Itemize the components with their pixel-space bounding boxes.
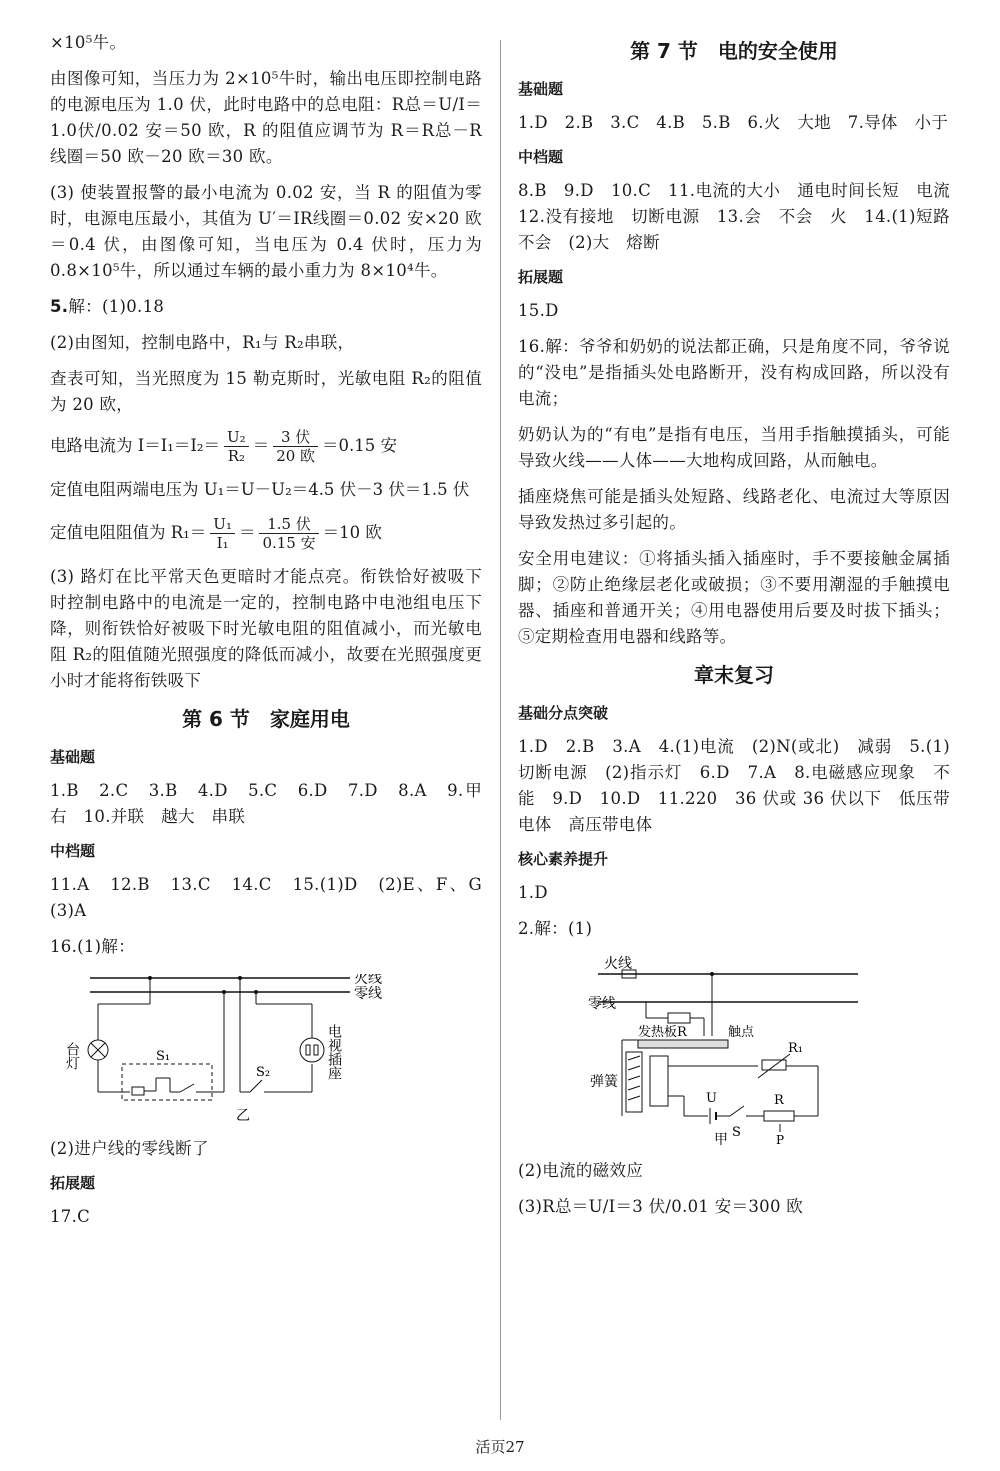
r1-label: R₁ (788, 1041, 803, 1056)
question-17: 17.C (50, 1207, 91, 1226)
left-column (50, 30, 499, 1240)
equation-voltage: 定值电阻两端电压为 U₁＝U－U₂＝4.5 伏－3 伏＝1.5 伏 (50, 480, 470, 499)
core-question-2-label: 2.解：(1) (518, 919, 593, 938)
electromagnet (650, 1056, 668, 1106)
answers-basic: 1.D 2.B 3.C 4.B 5.B 6.火 大地 7.导体 小于 (518, 113, 949, 132)
thermostat-circuit-diagram (518, 956, 938, 1146)
armature (638, 1040, 728, 1048)
s2-label: S₂ (256, 1065, 271, 1080)
question-16-label: 16.(1)解： (50, 937, 136, 956)
section-title-7: 第 7 节 电的安全使用 (630, 39, 838, 63)
question-5-part-3: (3) 路灯在比平常天色更暗时才能点亮。衔铁恰好被吸下时控制电路中的电流是一定的，控制电路中电池组电压下降，则衔铁恰好被吸下时光敏电阻的阻值减小，而光敏电阻 R₂的阻值随光照强度的降低而减小，故要在光照强度更小时才能将衔铁吸下 (50, 567, 482, 690)
continuation-line: ×10⁵牛。 (50, 33, 127, 52)
column-divider (500, 40, 501, 1420)
socket-icon (300, 1038, 324, 1062)
u-label: U (706, 1091, 717, 1106)
diagram-caption: 甲 (714, 1132, 728, 1146)
heading-intermediate: 中档题 (50, 842, 96, 860)
heading-points: 基础分点突破 (518, 704, 609, 722)
heater-resistor (668, 1013, 690, 1023)
fire-line-label: 火线 (354, 974, 382, 987)
zero-line-label: 零线 (354, 986, 382, 1002)
section-title-6: 第 6 节 家庭用电 (182, 707, 350, 731)
heading-extension: 拓展题 (50, 1174, 96, 1192)
question-16-cause: 插座烧焦可能是插头处短路、线路老化、电流过大等原因导致发热过多引起的。 (518, 487, 950, 532)
heading-extension: 拓展题 (518, 268, 564, 286)
question-5-table-lookup: 查表可知，当光照度为 15 勒克斯时，光敏电阻 R₂的阻值为 20 欧， (50, 369, 482, 414)
answer-paragraph: (3) 使装置报警的最小电流为 0.02 安，当 R 的阻值为零时，电源电压最小，其值为 U′＝IR线圈＝0.02 安×20 欧＝0.4 伏，由图像可知，当电压为 0.4 伏时，压力为 0.8×10⁵牛，所以通过车辆的最小重力为 8×10⁴牛。 (50, 183, 482, 280)
equation-resistance: 定值电阻阻值为 R₁＝ $\frac{\text{U₁}}{\text{I₁}}$ ＝ $\frac{\text{1.5 伏}}{\text{0.15 安}}$ ＝10 欧 (50, 515, 382, 552)
right-column (518, 30, 967, 1230)
rheostat-r1 (762, 1060, 786, 1070)
question-16-advice: 安全用电建议：①将插头插入插座时，手不要接触金属插脚；②防止绝缘层老化或破损；③不要用潮湿的手触摸电器、插座和普通开关；④用电器使用后要及时拔下插头；⑤定期检查用电器和线路等。 (518, 549, 950, 646)
resistor-r (764, 1111, 794, 1121)
heading-basic: 基础题 (518, 80, 564, 98)
r-label: R (774, 1093, 784, 1108)
section-title-review: 章末复习 (694, 663, 774, 687)
question-5-part-2: (2)由图知，控制电路中，R₁与 R₂串联， (50, 333, 355, 352)
answers-points: 1.D 2.B 3.A 4.(1)电流 (2)N(或北) 减弱 5.(1)切断电源 (2)指示灯 6.D 7.A 8.电磁感应现象 不能 9.D 10.D 11.220 36 伏或 36 伏以下 低压带电体 高压带电体 (518, 737, 950, 834)
core-question-2-part-3: (3)R总＝U/I＝3 伏/0.01 安＝300 欧 (518, 1197, 804, 1216)
answers-intermediate: 8.B 9.D 10.C 11.电流的大小 通电时间长短 电流 12.没有接地 切断电源 13.会 不会 火 14.(1)短路 不会 (2)大 熔断 (518, 181, 967, 252)
spring-label: 弹簧 (590, 1074, 618, 1090)
equation-current: 电路电流为 I＝I₁＝I₂＝ $\frac{\text{U₂}}{\text{R₂}}$ ＝ $\frac{\text{3 伏}}{\text{20 欧}}$ ＝0.15 安 (50, 428, 398, 465)
zero-line-label: 零线 (588, 996, 616, 1012)
core-question-1: 1.D (518, 883, 548, 902)
diagram-caption: 乙 (236, 1108, 250, 1124)
p-label: P (776, 1133, 785, 1146)
core-question-2-part-2: (2)电流的磁效应 (518, 1161, 644, 1180)
tv-socket-label: 电视插座 (326, 1024, 342, 1080)
switch-s-icon (730, 1106, 744, 1116)
fire-line-label: 火线 (604, 956, 632, 972)
heading-basic: 基础题 (50, 748, 96, 766)
question-16-grandma: 奶奶认为的“有电”是指有电压，当用手指触摸插头，可能导致火线——人体——大地构成回路，从而触电。 (518, 425, 950, 470)
question-number: 5. (50, 297, 69, 316)
s1-label: S₁ (156, 1049, 171, 1064)
heading-core: 核心素养提升 (518, 850, 609, 868)
spring-icon (626, 1052, 642, 1112)
answers-intermediate: 11.A 12.B 13.C 14.C 15.(1)D (2)E、F、G (3)A (50, 875, 499, 920)
question-15: 15.D (518, 301, 559, 320)
heater-label: 发热板R (638, 1025, 687, 1040)
answers-basic: 1.B 2.C 3.B 4.D 5.C 6.D 7.D 8.A 9.甲 右 10.并联 越大 串联 (50, 781, 499, 826)
question-16-grandpa: 16.解：爷爷和奶奶的说法都正确，只是角度不同，爷爷说的“没电”是指插头处电路断开，没有构成回路，所以没有电流； (518, 337, 950, 408)
question-16-part-2: (2)进户线的零线断了 (50, 1139, 209, 1158)
answer-paragraph: 由图像可知，当压力为 2×10⁵牛时，输出电压即控制电路的电源电压为 1.0 伏，此时电路中的总电阻：R总＝U/I＝1.0伏/0.02 安＝50 欧，R 的阻值应调节为 R＝R总－R线圈＝50 欧－20 欧＝30 欧。 (50, 69, 482, 166)
s-label: S (732, 1125, 741, 1140)
household-circuit-diagram (50, 974, 470, 1124)
page-number: 活页27 (475, 1438, 525, 1456)
lamp-label: 台灯 (64, 1042, 80, 1070)
question-5-part-1: 5.解：(1)0.18 (50, 297, 165, 316)
heading-intermediate: 中档题 (518, 148, 564, 166)
contact-label: 触点 (728, 1025, 755, 1040)
